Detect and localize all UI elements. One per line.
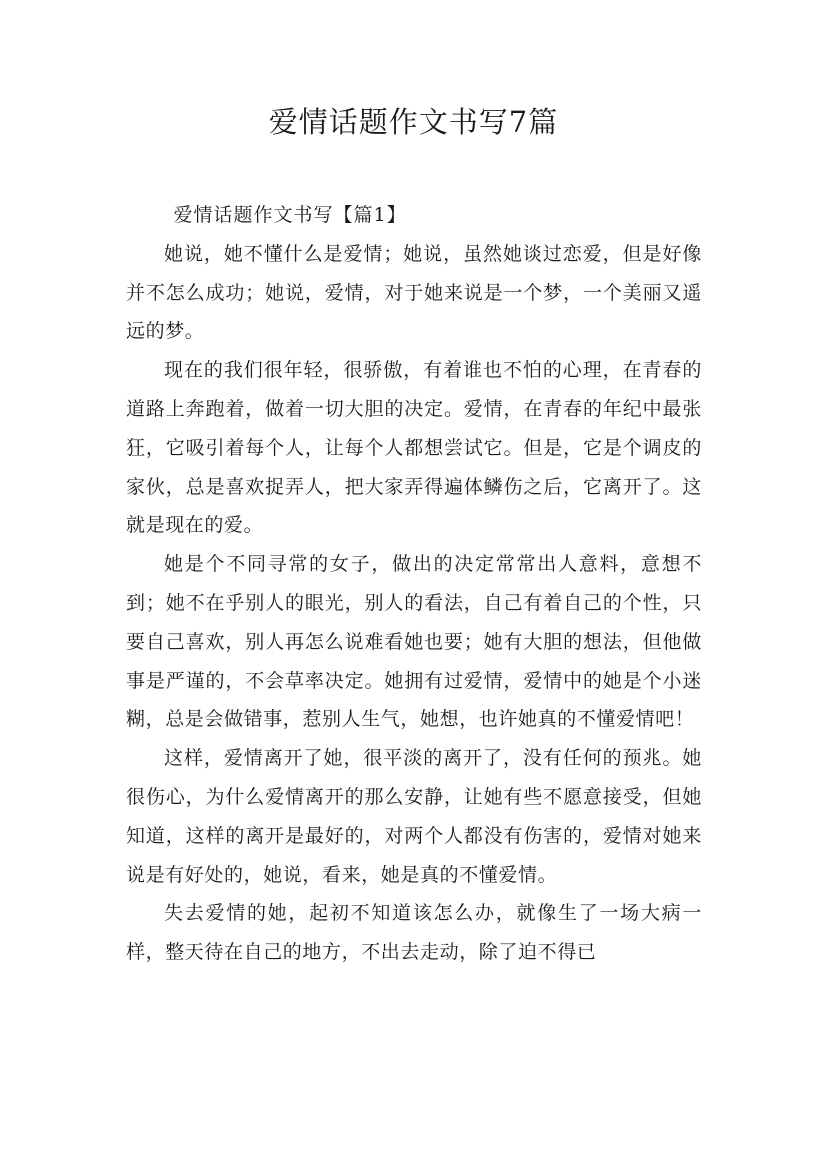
paragraph-2: 现在的我们很年轻，很骄傲，有着谁也不怕的心理，在青春的道路上奔跑着，做着一切大胆的决定。爱情，在青春的年纪中最张狂，它吸引着每个人，让每个人都想尝试它。但是，它是个调皮的家伙，总是喜欢捉弄人，把大家弄得遍体鳞伤之后，它离开了。这就是现在的爱。 (126, 359, 702, 537)
section-heading: 爱情话题作文书写【篇1】 (173, 204, 407, 226)
document-title: 爱情话题作文书写7篇 (268, 105, 559, 139)
paragraph-1: 她说，她不懂什么是爱情；她说，虽然她谈过恋爱，但是好像并不怎么成功；她说，爱情，对于她来说是一个梦，一个美丽又遥远的梦。 (126, 242, 702, 343)
paragraph-3: 她是个不同寻常的女子，做出的决定常常出人意料，意想不到；她不在乎别人的眼光，别人的看法，自己有着自己的个性，只要自己喜欢，别人再怎么说难看她也要；她有大胆的想法，但他做事是严谨的，不会草率决定。她拥有过爱情，爱情中的她是个小迷糊，总是会做错事，惹别人生气，她想，也许她真的不懂爱情吧！ (126, 553, 702, 731)
document-body (126, 196, 702, 972)
paragraph-5: 失去爱情的她，起初不知道该怎么办，就像生了一场大病一样，整天待在自己的地方，不出去走动，除了迫不得已 (126, 902, 702, 964)
paragraph-4: 这样，爱情离开了她，很平淡的离开了，没有任何的预兆。她很伤心，为什么爱情离开的那么安静，让她有些不愿意接受，但她知道，这样的离开是最好的，对两个人都没有伤害的，爱情对她来说是有好处的，她说，看来，她是真的不懂爱情。 (126, 747, 702, 886)
